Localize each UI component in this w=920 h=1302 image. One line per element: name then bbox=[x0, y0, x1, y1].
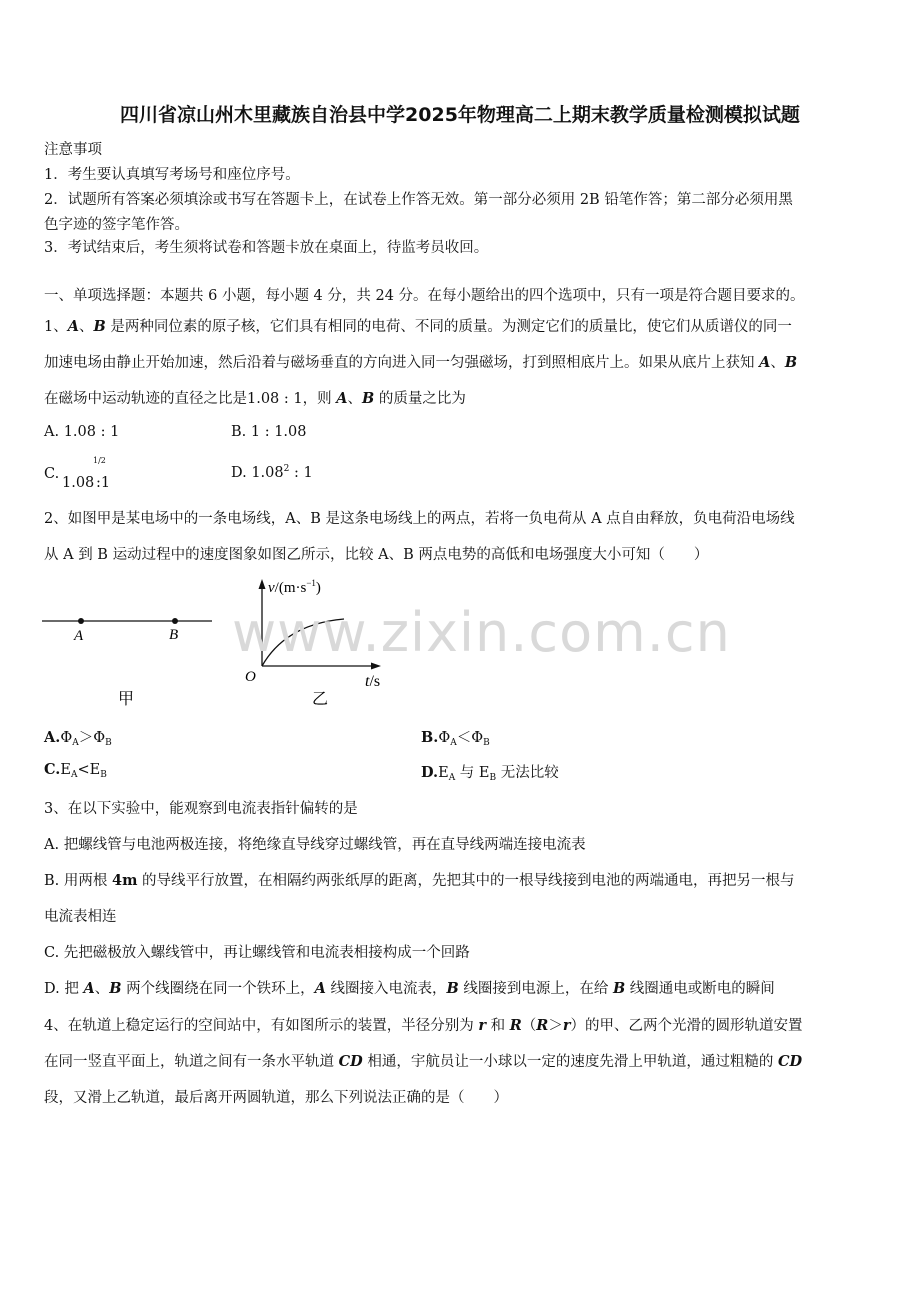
q1-option-d-tail: : 1 bbox=[289, 464, 313, 481]
q3-option-b-line-2: 电流表相连 bbox=[44, 909, 117, 925]
q2-option-b-phi-2: Φ bbox=[471, 730, 484, 746]
q1-option-d-label: D. bbox=[231, 464, 252, 481]
q1-option-b-label: B. bbox=[231, 424, 251, 440]
q3-option-d-symbol-b-2: B bbox=[446, 980, 459, 997]
q1-option-c-label: C. bbox=[44, 466, 60, 482]
q3-option-d-symbol-b: B bbox=[109, 980, 122, 997]
q1-line-2-symbol-a: A bbox=[759, 354, 771, 371]
q3-option-b-pre: B. 用两根 bbox=[44, 873, 112, 889]
q3-option-c[interactable]: C. 先把磁极放入螺线管中，再让螺线管和电流表相接构成一个回路 bbox=[44, 945, 470, 961]
q2-line-1: 2、如图甲是某电场中的一条电场线，A、B 是这条电场线上的两点，若将一负电荷从 A 点自由释放，负电荷沿电场线 bbox=[44, 511, 795, 527]
q1-separator: 、 bbox=[79, 319, 94, 335]
point-a-dot bbox=[78, 618, 84, 624]
q4-radius-big-r-2: R bbox=[536, 1017, 549, 1034]
q1-option-c-exponent-text: 1/2 bbox=[93, 456, 106, 465]
q2-option-a-label: A. bbox=[44, 729, 61, 746]
t-axis-label bbox=[365, 673, 380, 690]
q1-line-3-separator: 、 bbox=[347, 391, 362, 407]
q2-option-a-sub-2: B bbox=[105, 738, 112, 748]
q1-line-3-symbol-a: A bbox=[336, 390, 348, 407]
q2-option-b-operator: ＜ bbox=[456, 730, 472, 746]
q3-stem: 3、在以下实验中，能观察到电流表指针偏转的是 bbox=[44, 801, 358, 817]
q1-line-2-text: 加速电场由静止开始加速，然后沿着与磁场垂直的方向进入同一匀强磁场，打到照相底片上。如果从底片上获知 bbox=[44, 355, 760, 371]
q1-option-d-base: 1.08 bbox=[251, 464, 284, 481]
q3-option-a[interactable]: A. 把螺线管与电池两极连接，将绝缘直导线穿过螺线管，再在直导线两端连接电流表 bbox=[44, 837, 586, 853]
q1-option-b[interactable] bbox=[231, 424, 307, 440]
q1-line-3 bbox=[44, 387, 466, 408]
q1-option-c-base: 1.08 bbox=[62, 475, 95, 491]
page-title: 四川省凉山州木里藏族自治县中学2025年物理高二上期末教学质量检测模拟试题 bbox=[120, 104, 800, 126]
q2-option-d-e-2: E bbox=[478, 765, 490, 781]
q3-option-b[interactable] bbox=[44, 869, 795, 890]
point-a-label: A bbox=[74, 628, 84, 644]
q1-symbol-b: B bbox=[93, 318, 106, 335]
notice-item-1: 1．考生要认真填写考场号和座位序号。 bbox=[44, 167, 300, 183]
q4-line-1 bbox=[44, 1014, 802, 1035]
q4-radius-r: r bbox=[478, 1017, 486, 1034]
q4-line-1-paren: （ bbox=[521, 1018, 537, 1034]
q2-option-d-e-1: E bbox=[438, 765, 449, 781]
q3-option-d-post: 线圈通电或断电的瞬间 bbox=[625, 981, 775, 997]
figure-jia bbox=[40, 600, 215, 710]
q2-option-b-phi-1: Φ bbox=[438, 730, 451, 746]
q4-radius-r-2: r bbox=[562, 1017, 571, 1034]
q2-option-a[interactable] bbox=[44, 726, 112, 748]
q3-option-d-symbol-a: A bbox=[83, 980, 95, 997]
q1-line-2-separator: 、 bbox=[770, 355, 785, 371]
q4-line-1-and: 和 bbox=[485, 1018, 510, 1034]
q2-option-a-phi-2: Φ bbox=[93, 730, 106, 746]
q1-line-3-pre: 在磁场中运动轨迹的直径之比是 bbox=[44, 391, 247, 407]
q1-line-3-post: 的质量之比为 bbox=[374, 391, 466, 407]
q1-number: 1、 bbox=[44, 319, 68, 335]
notice-item-2-line-2: 色字迹的签字笔作答。 bbox=[44, 217, 189, 233]
q2-option-c-e-1: E bbox=[60, 762, 71, 778]
q2-option-c-sub-1: A bbox=[70, 770, 78, 780]
q1-option-c-exponent bbox=[93, 456, 106, 465]
v-axis-unit: /(m·s bbox=[274, 580, 307, 596]
q2-option-c[interactable] bbox=[44, 761, 107, 780]
q2-option-c-operator: < bbox=[77, 762, 90, 778]
t-axis-unit: /s bbox=[369, 673, 381, 690]
q4-line-2-pre: 在同一竖直平面上，轨道之间有一条水平轨道 bbox=[44, 1054, 339, 1070]
q4-line-2-mid: 相通，宇航员让一小球以一定的速度先滑上甲轨道，通过粗糙的 bbox=[362, 1054, 778, 1070]
q3-option-d-mid-3: 线圈接到电源上，在给 bbox=[458, 981, 613, 997]
q2-option-d[interactable] bbox=[421, 761, 559, 783]
q4-greater-than: ＞ bbox=[548, 1018, 563, 1034]
figure-jia-caption: 甲 bbox=[118, 691, 135, 708]
q3-option-b-post: 的导线平行放置，在相隔约两张纸厚的距离，先把其中的一根导线接到电池的两端通电，再把另一根与 bbox=[137, 873, 795, 889]
q1-option-a[interactable] bbox=[44, 424, 119, 440]
q2-option-b[interactable] bbox=[421, 726, 490, 748]
q3-option-d-mid-1: 两个线圈绕在同一个铁环上， bbox=[121, 981, 315, 997]
q1-line-2-symbol-b: B bbox=[784, 354, 798, 371]
t-axis-symbol: t bbox=[365, 673, 370, 690]
v-axis-symbol: v bbox=[268, 580, 275, 596]
q2-option-d-sub-1: A bbox=[448, 773, 456, 783]
q4-line-1-post: ）的甲、乙两个光滑的圆形轨道安置 bbox=[570, 1018, 803, 1034]
q3-option-d-mid-2: 线圈接入电流表， bbox=[325, 981, 447, 997]
q2-option-a-sub-1: A bbox=[72, 738, 79, 748]
notice-item-3: 3．考试结束后，考生须将试卷和答题卡放在桌面上，待监考员收回。 bbox=[44, 240, 489, 256]
watermark: www.zixin.com.cn bbox=[232, 601, 731, 664]
notice-item-2-line-1: 2．试题所有答案必须填涂或书写在答题卡上，在试卷上作答无效。第一部分必须用 2B 铅笔作答；第二部分必须用黑 bbox=[44, 192, 793, 208]
q4-track-cd: CD bbox=[338, 1053, 363, 1070]
q1-line-1-text: 是两种同位素的原子核，它们具有相同的电荷、不同的质量。为测定它们的质量比，使它们从质谱仪的同一 bbox=[105, 319, 792, 335]
q3-option-d-pre: D. 把 bbox=[44, 981, 84, 997]
notice-heading: 注意事项 bbox=[44, 142, 102, 158]
v-axis-unit-exponent: −1 bbox=[306, 578, 316, 588]
q2-option-d-tail: 无法比较 bbox=[496, 765, 559, 781]
q3-option-d[interactable] bbox=[44, 977, 775, 998]
q1-line-3-mid: ，则 bbox=[302, 391, 337, 407]
point-b-dot bbox=[172, 618, 178, 624]
q1-option-a-value: 1.08 : 1 bbox=[63, 424, 120, 440]
q3-option-d-separator: 、 bbox=[94, 981, 110, 997]
q4-line-1-pre: 4、在轨道上稳定运行的空间站中，有如图所示的装置，半径分别为 bbox=[44, 1018, 479, 1034]
v-axis-arrow bbox=[259, 579, 266, 589]
q4-line-3: 段，又滑上乙轨道，最后离开两圆轨道，那么下列说法正确的是（ ） bbox=[44, 1090, 508, 1106]
q2-option-d-operator: 与 bbox=[455, 765, 479, 781]
q4-radius-big-r: R bbox=[509, 1017, 522, 1034]
q1-option-c-tail: :1 bbox=[96, 475, 111, 491]
q2-option-d-sub-2: B bbox=[489, 773, 497, 783]
q4-line-2 bbox=[44, 1050, 802, 1071]
q2-option-c-label: C. bbox=[44, 761, 61, 778]
section-heading: 一、单项选择题：本题共 6 小题，每小题 4 分，共 24 分。在每小题给出的四个选项中，只有一项是符合题目要求的。 bbox=[44, 288, 805, 304]
q2-option-c-sub-2: B bbox=[100, 770, 107, 780]
q1-option-d[interactable] bbox=[231, 464, 313, 481]
q1-option-b-value: 1 : 1.08 bbox=[250, 424, 307, 440]
q1-line-1 bbox=[44, 315, 792, 336]
q2-option-b-sub-2: B bbox=[483, 738, 490, 748]
q1-diameter-ratio: 1.08 : 1 bbox=[247, 391, 303, 407]
q2-option-b-sub-1: A bbox=[450, 738, 457, 748]
q1-line-2 bbox=[44, 351, 797, 372]
q3-option-d-symbol-b-3: B bbox=[612, 980, 626, 997]
origin-label: O bbox=[245, 669, 256, 685]
q2-option-a-phi-1: Φ bbox=[60, 730, 73, 746]
q2-option-d-label: D. bbox=[421, 764, 439, 781]
v-axis-unit-close: ) bbox=[315, 580, 321, 596]
q2-option-a-operator: ＞ bbox=[78, 730, 94, 746]
q2-line-2: 从 A 到 B 运动过程中的速度图象如图乙所示，比较 A、B 两点电势的高低和电场强度大小可知（ ） bbox=[44, 547, 709, 563]
point-b-label: B bbox=[169, 627, 179, 643]
q3-option-d-symbol-a-2: A bbox=[314, 980, 326, 997]
figure-yi-caption: 乙 bbox=[312, 691, 329, 708]
q1-line-3-symbol-b: B bbox=[362, 390, 375, 407]
q2-option-b-label: B. bbox=[421, 729, 439, 746]
q2-option-c-e-2: E bbox=[89, 762, 101, 778]
q4-track-cd-2: CD bbox=[777, 1053, 803, 1070]
q1-option-a-label: A. bbox=[44, 424, 64, 440]
q1-symbol-a: A bbox=[67, 318, 79, 335]
q1-option-d-exponent: 2 bbox=[283, 464, 290, 474]
q3-option-b-length: 4m bbox=[111, 872, 138, 889]
v-axis-label bbox=[268, 578, 321, 596]
